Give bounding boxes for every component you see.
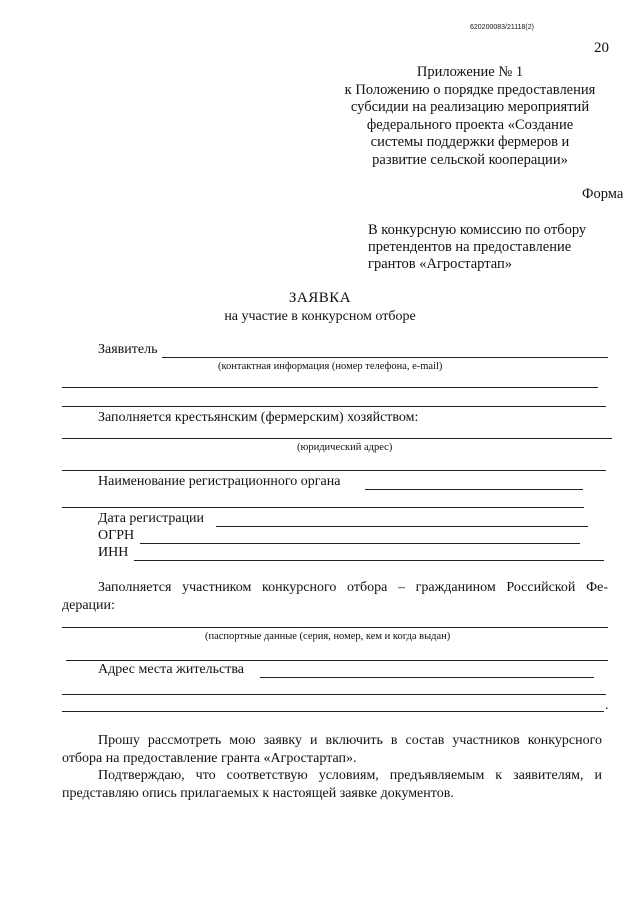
document-code: 620200083/21118(2): [470, 24, 534, 31]
applicant-label: Заявитель: [98, 342, 158, 357]
appendix-line: федерального проекта «Создание: [366, 116, 574, 133]
appendix-header: [320, 64, 620, 169]
appendix-line: субсидии на реализацию мероприятий: [350, 99, 590, 115]
legal-address-line[interactable]: [62, 438, 612, 439]
request-paragraph: [62, 732, 602, 802]
citizen-section-label: [62, 579, 608, 614]
end-dot: .: [605, 698, 609, 713]
request-line: Прошу рассмотреть мою заявку и включить в состав участников конкурсного: [98, 733, 602, 748]
kfh-section-label: Заполняется крестьянским (фермерским) хозяйством:: [98, 410, 419, 425]
residence-line-3[interactable]: [62, 711, 604, 712]
passport-hint: (паспортные данные (серия, номер, кем и когда выдан): [205, 631, 451, 642]
registration-authority-line-2[interactable]: [62, 507, 584, 508]
inn-label: ИНН: [98, 545, 129, 560]
applicant-hint: (контактная информация (номер телефона, e-mail): [218, 361, 443, 372]
residence-label: Адрес места жительства: [98, 662, 244, 677]
appendix-line: к Положению о порядке предоставления: [344, 81, 596, 98]
appendix-line: системы поддержки фермеров и: [370, 134, 570, 150]
legal-address-line-2[interactable]: [62, 470, 606, 471]
addressee-line: В конкурсную комиссию по отбору: [368, 222, 587, 238]
applicant-field-line-3[interactable]: [62, 406, 606, 407]
registration-date-label: Дата регистрации: [98, 511, 205, 526]
passport-line-2[interactable]: [66, 660, 608, 661]
legal-address-hint: (юридический адрес): [297, 442, 393, 453]
citizen-section-line: дерации:: [62, 597, 115, 613]
document-title: ЗАЯВКА: [288, 290, 352, 306]
appendix-line: развитие сельской кооперации»: [372, 151, 568, 168]
inn-line[interactable]: [134, 560, 604, 561]
ogrn-label: ОГРН: [98, 528, 135, 543]
request-line: отбора на предоставление гранта «Агростартап».: [62, 750, 357, 766]
document-subtitle: на участие в конкурсном отборе: [224, 309, 416, 324]
addressee-block: [368, 222, 586, 273]
applicant-field-line[interactable]: [162, 357, 608, 358]
registration-date-line[interactable]: [216, 526, 588, 527]
appendix-line: Приложение № 1: [416, 64, 524, 80]
applicant-field-line-2[interactable]: [62, 387, 598, 388]
request-line: Подтверждаю, что соответствую условиям, предъявляемым к заявителям, и: [98, 768, 602, 783]
residence-line-2[interactable]: [62, 694, 606, 695]
citizen-section-line: Заполняется участником конкурсного отбора – гражданином Российской Фе-: [98, 580, 608, 595]
page-number: 20: [594, 40, 609, 56]
addressee-line: грантов «Агростартап»: [368, 256, 513, 272]
form-label: Форма: [582, 186, 624, 202]
ogrn-line[interactable]: [140, 543, 580, 544]
addressee-line: претендентов на предоставление: [368, 239, 572, 255]
registration-authority-label: Наименование регистрационного органа: [98, 474, 341, 489]
request-line: представляю опись прилагаемых к настоящей заявке документов.: [62, 785, 454, 801]
passport-line[interactable]: [62, 627, 608, 628]
residence-line[interactable]: [260, 677, 594, 678]
registration-authority-line[interactable]: [365, 489, 583, 490]
